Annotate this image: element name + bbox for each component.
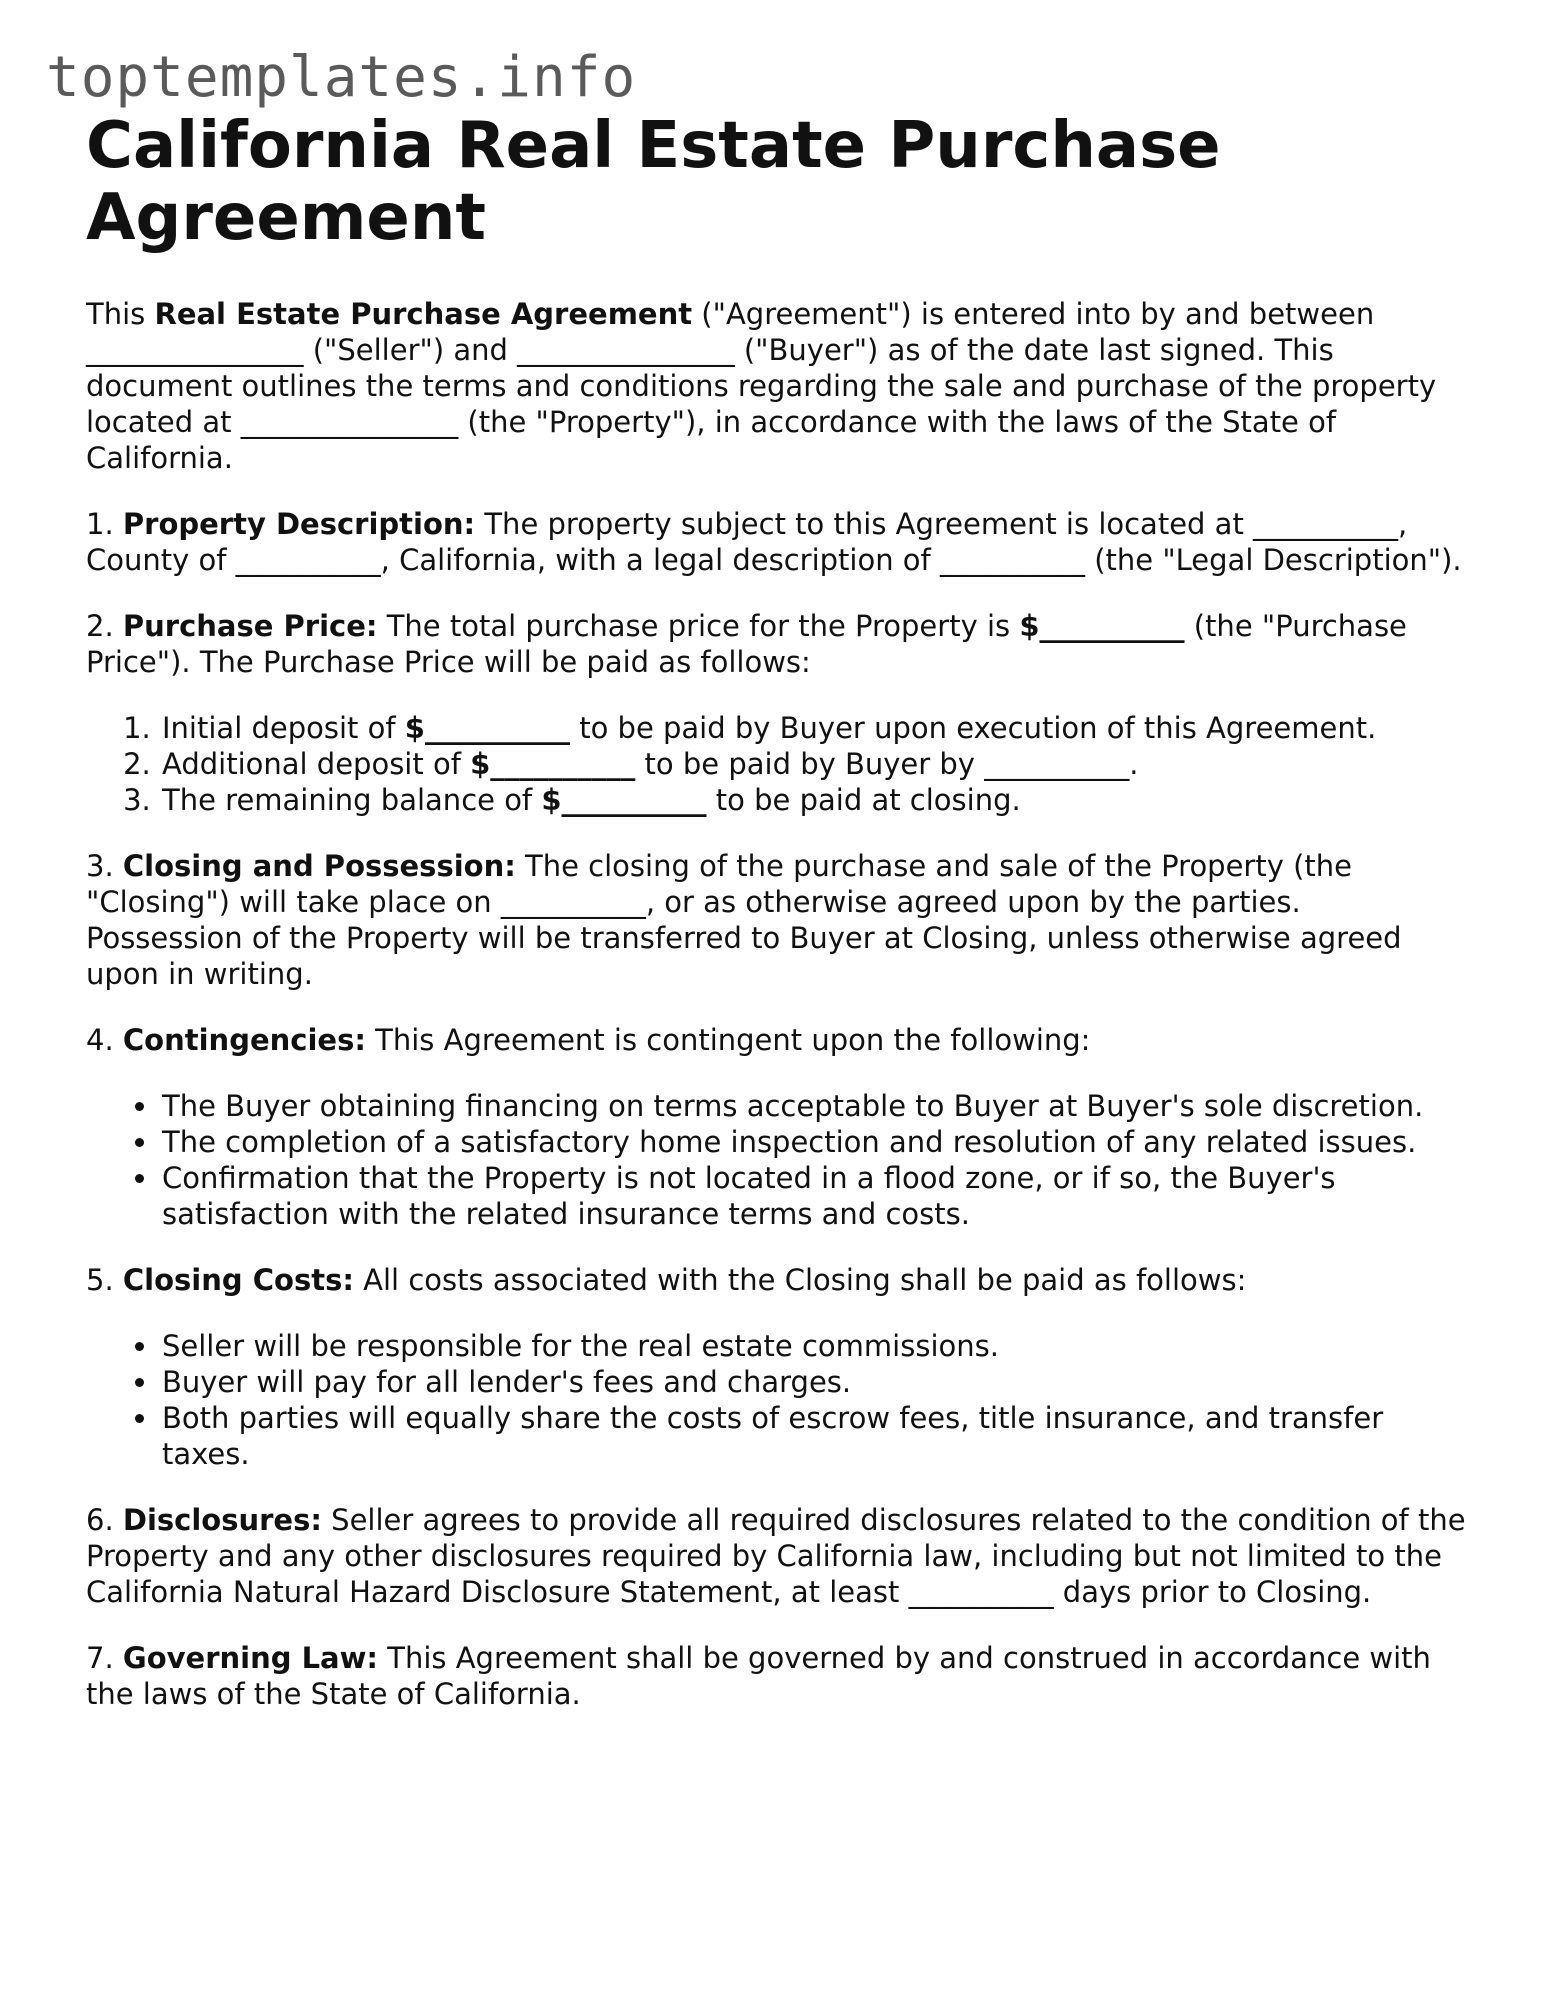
list-item: [160, 782, 1466, 818]
section-number: 1.: [86, 507, 123, 541]
list-item: • Confirmation that the Property is not located in a flood zone, or if so, the Buyer's satisfaction with the related insurance terms and costs.: [160, 1160, 1466, 1232]
list-item: • The completion of a satisfactory home inspection and resolution of any related issues.: [160, 1124, 1466, 1160]
section-contingencies: [86, 1022, 1466, 1058]
list-item: • Buyer will pay for all lender's fees and charges.: [160, 1364, 1466, 1400]
section-property-description: [86, 506, 1466, 578]
item-text: The remaining balance of: [162, 783, 542, 817]
section-closing-costs: [86, 1262, 1466, 1298]
item-text-continued: to be paid at closing.: [706, 783, 1021, 817]
section-text: All costs associated with the Closing shall be paid as follows:: [353, 1263, 1247, 1297]
item-text: Additional deposit of: [162, 747, 471, 781]
intro-text-rest: ("Agreement") is entered into by and between _______________ ("Seller") and _______________ ("Buyer") as of the date last signed. This document outlines the terms and conditions regarding the sale and purchase of the property located at _______________ (the "Property"), in accordance with the laws of the State of California.: [86, 297, 1437, 475]
intro-paragraph: [86, 296, 1466, 476]
intro-agreement-name: Real Estate Purchase Agreement: [154, 297, 693, 331]
list-item: [160, 746, 1466, 782]
list-item: [160, 710, 1466, 746]
item-text: Initial deposit of: [162, 711, 405, 745]
document-page: [86, 110, 1466, 1742]
section-purchase-price: [86, 608, 1466, 680]
section-governing-law: [86, 1640, 1466, 1712]
list-item: • Both parties will equally share the costs of escrow fees, title insurance, and transfer taxes.: [160, 1400, 1466, 1472]
section-text: The property subject to this Agreement is located at __________, County of __________, California, with a legal description of __________ (the "Legal Description").: [86, 507, 1462, 577]
section-number: 2.: [86, 609, 123, 643]
section-text: The total purchase price for the Property is: [377, 609, 1020, 643]
section-heading: Purchase Price:: [122, 609, 378, 643]
section-text: The closing of the purchase and sale of the Property (the "Closing") will take place on __________, or as otherwise agreed upon by the parties. Possession of the Property will be transferred to Buyer at Closing, unless otherwise agreed upon in writing.: [86, 849, 1402, 991]
section-number: 6.: [86, 1503, 123, 1537]
section-heading: Contingencies:: [122, 1023, 366, 1057]
closing-costs-list: [86, 1328, 1466, 1472]
section-number: 4.: [86, 1023, 123, 1057]
section-text: Seller agrees to provide all required disclosures related to the condition of the Property and any other disclosures required by California law, including but not limited to the California Natural Hazard Disclosure Statement, at least __________ days prior to Closing.: [86, 1503, 1466, 1609]
payment-schedule-list: [86, 710, 1466, 818]
amount-blank: $__________: [470, 747, 636, 781]
amount-blank: $__________: [404, 711, 570, 745]
section-closing-possession: [86, 848, 1466, 992]
item-text-continued: to be paid by Buyer by __________.: [635, 747, 1139, 781]
list-item: • Seller will be responsible for the real estate commissions.: [160, 1328, 1466, 1364]
document-title: California Real Estate Purchase Agreement: [86, 109, 1221, 255]
section-text: This Agreement shall be governed by and construed in accordance with the laws of the State of California.: [86, 1641, 1431, 1711]
intro-text-start: This: [86, 297, 155, 331]
section-number: 5.: [86, 1263, 123, 1297]
section-text-continued: (the "Purchase Price"). The Purchase Price will be paid as follows:: [86, 609, 1407, 679]
contingencies-list: [86, 1088, 1466, 1232]
price-blank: $__________: [1019, 609, 1185, 643]
list-item: • The Buyer obtaining financing on terms acceptable to Buyer at Buyer's sole discretion.: [160, 1088, 1466, 1124]
section-heading: Property Description:: [122, 507, 476, 541]
section-heading: Disclosures:: [122, 1503, 322, 1537]
section-number: 3.: [86, 849, 123, 883]
section-number: 7.: [86, 1641, 123, 1675]
amount-blank: $__________: [541, 783, 707, 817]
section-disclosures: [86, 1502, 1466, 1610]
item-text-continued: to be paid by Buyer upon execution of this Agreement.: [569, 711, 1377, 745]
section-text: This Agreement is contingent upon the following:: [365, 1023, 1091, 1057]
watermark: toptemplates.info: [46, 45, 637, 110]
section-heading: Governing Law:: [122, 1641, 379, 1675]
section-heading: Closing Costs:: [122, 1263, 354, 1297]
section-heading: Closing and Possession:: [122, 849, 516, 883]
